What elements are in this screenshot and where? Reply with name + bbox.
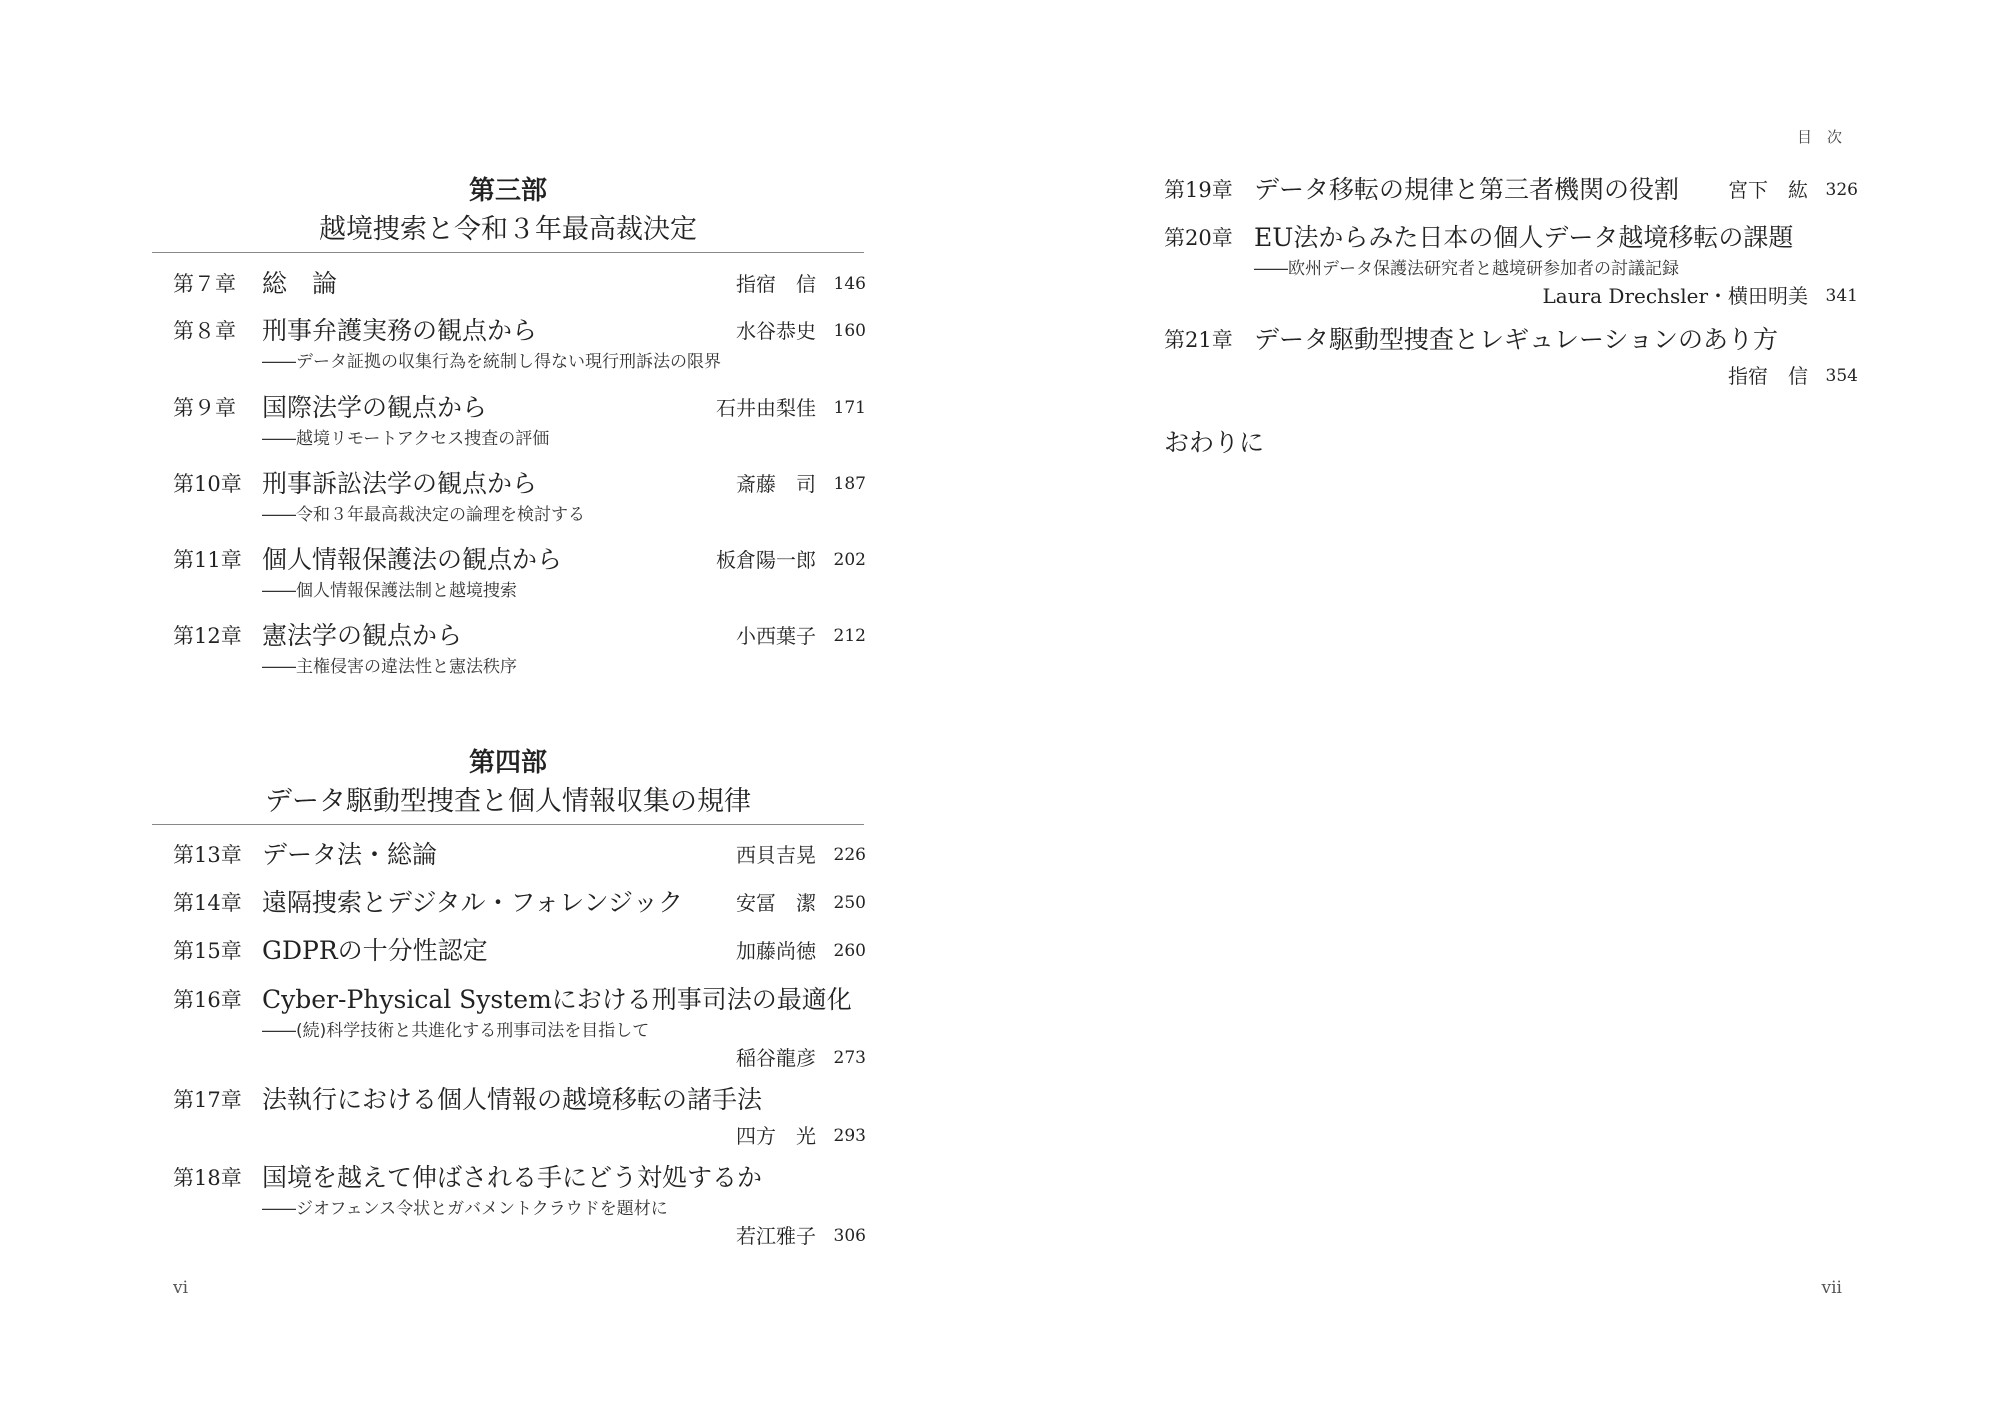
chapter-subtitle: ――主権侵害の違法性と憲法秩序: [262, 657, 517, 677]
chapter-number: 第19章: [1164, 178, 1233, 202]
chapter-author: 指宿 信: [736, 272, 816, 296]
chapter-page: 293: [833, 1126, 866, 1146]
chapter-title[interactable]: 個人情報保護法の観点から: [262, 545, 563, 574]
part-header-4: [152, 744, 864, 825]
chapter-title[interactable]: データ駆動型捜査とレギュレーションのあり方: [1254, 325, 1779, 354]
chapter-number: 第10章: [173, 472, 242, 496]
chapter-subtitle: ――個人情報保護法制と越境捜索: [262, 581, 517, 601]
chapter-number: 第16章: [173, 988, 242, 1012]
chapter-page: 250: [833, 893, 866, 913]
toc-entry-chapter-14[interactable]: [173, 883, 866, 923]
chapter-author: 宮下 紘: [1728, 178, 1808, 202]
toc-entry-chapter-20[interactable]: [1164, 218, 1858, 312]
chapter-title[interactable]: 憲法学の観点から: [262, 621, 463, 650]
chapter-page: 187: [833, 474, 866, 494]
right-page: [1000, 0, 2000, 1416]
chapter-page: 212: [833, 626, 866, 646]
chapter-page: 306: [833, 1226, 866, 1246]
chapter-subtitle: ――越境リモートアクセス捜査の評価: [262, 429, 550, 449]
toc-entry-chapter-15[interactable]: [173, 931, 866, 971]
chapter-subtitle: ――ジオフェンス令状とガバメントクラウドを題材に: [262, 1199, 668, 1219]
chapter-number: 第11章: [173, 548, 242, 572]
chapter-title[interactable]: データ移転の規律と第三者機関の役割: [1254, 175, 1680, 204]
toc-entry-chapter-16[interactable]: [173, 980, 866, 1074]
chapter-author: 小西葉子: [736, 624, 816, 648]
chapter-number: 第15章: [173, 939, 242, 963]
chapter-page: 260: [833, 941, 866, 961]
chapter-page: 202: [833, 550, 866, 570]
chapter-author: 水谷恭史: [736, 319, 816, 343]
chapter-number: 第14章: [173, 891, 242, 915]
toc-entry-chapter-21[interactable]: [1164, 320, 1858, 392]
chapter-title[interactable]: 刑事弁護実務の観点から: [262, 316, 538, 345]
chapter-page: 341: [1825, 286, 1858, 306]
chapter-title[interactable]: 刑事訴訟法学の観点から: [262, 469, 538, 498]
chapter-subtitle: ――(続)科学技術と共進化する刑事司法を目指して: [262, 1021, 650, 1041]
chapter-title[interactable]: 国境を越えて伸ばされる手にどう対処するか: [262, 1163, 763, 1192]
chapter-title[interactable]: 遠隔捜索とデジタル・フォレンジック: [262, 888, 684, 917]
chapter-page: 273: [833, 1048, 866, 1068]
toc-entry-chapter-19[interactable]: [1164, 170, 1858, 210]
toc-entry-chapter-17[interactable]: [173, 1080, 866, 1152]
chapter-subtitle: ――欧州データ保護法研究者と越境研参加者の討議記録: [1254, 259, 1679, 279]
chapter-number: 第18章: [173, 1166, 242, 1190]
chapter-title[interactable]: 法執行における個人情報の越境移転の諸手法: [262, 1085, 763, 1114]
toc-entry-chapter-8[interactable]: [173, 311, 866, 373]
page-number: vi: [173, 1278, 189, 1298]
toc-entry-chapter-9[interactable]: [173, 388, 866, 450]
chapter-number: 第７章: [173, 272, 236, 296]
chapter-author: 指宿 信: [1728, 364, 1808, 388]
chapter-title[interactable]: データ法・総論: [262, 840, 438, 869]
chapter-number: 第９章: [173, 396, 236, 420]
chapter-author: 西貝吉晃: [736, 843, 816, 867]
chapter-author: 稲谷龍彦: [736, 1046, 816, 1070]
chapter-page: 171: [833, 398, 866, 418]
part-subtitle: 越境捜索と令和３年最高裁決定: [152, 210, 864, 253]
toc-entry-chapter-18[interactable]: [173, 1158, 866, 1252]
part-title: 第三部: [468, 176, 547, 206]
page-number: vii: [1821, 1278, 1842, 1298]
chapter-author: 安冨 潔: [736, 891, 816, 915]
toc-entry-chapter-10[interactable]: [173, 464, 866, 526]
chapter-title[interactable]: 国際法学の観点から: [262, 393, 488, 422]
chapter-number: 第21章: [1164, 328, 1233, 352]
toc-entry-chapter-11[interactable]: [173, 540, 866, 602]
chapter-page: 326: [1825, 180, 1858, 200]
chapter-author: 板倉陽一郎: [716, 548, 816, 572]
toc-entry-chapter-13[interactable]: [173, 835, 866, 875]
toc-entry-chapter-7[interactable]: [173, 264, 866, 304]
chapter-page: 354: [1825, 366, 1858, 386]
part-title: 第四部: [468, 748, 547, 778]
chapter-number: 第12章: [173, 624, 242, 648]
chapter-page: 226: [833, 845, 866, 865]
chapter-title[interactable]: 総 論: [262, 269, 338, 298]
chapter-subtitle: ――令和３年最高裁決定の論理を検討する: [262, 505, 585, 525]
chapter-author: 加藤尚徳: [736, 939, 816, 963]
chapter-number: 第13章: [173, 843, 242, 867]
chapter-number: 第17章: [173, 1088, 242, 1112]
chapter-title[interactable]: Cyber-Physical Systemにおける刑事司法の最適化: [262, 985, 852, 1014]
chapter-author: 若江雅子: [736, 1224, 816, 1248]
chapter-title[interactable]: EU法からみた日本の個人データ越境移転の課題: [1254, 223, 1794, 252]
toc-entry-afterword[interactable]: おわりに: [1164, 428, 1265, 457]
chapter-author: Laura Drechsler・横田明美: [1542, 284, 1808, 308]
chapter-number: 第20章: [1164, 226, 1233, 250]
chapter-page: 160: [833, 321, 866, 341]
chapter-page: 146: [833, 274, 866, 294]
part-header-3: [152, 172, 864, 253]
chapter-author: 四方 光: [736, 1124, 816, 1148]
toc-entry-chapter-12[interactable]: [173, 616, 866, 678]
chapter-number: 第８章: [173, 319, 236, 343]
chapter-title[interactable]: GDPRの十分性認定: [262, 936, 488, 965]
chapter-author: 斎藤 司: [736, 472, 816, 496]
chapter-subtitle: ――データ証拠の収集行為を統制し得ない現行刑訴法の限界: [262, 352, 721, 372]
running-head: 目 次: [1796, 128, 1842, 146]
chapter-author: 石井由梨佳: [716, 396, 816, 420]
part-subtitle: データ駆動型捜査と個人情報収集の規律: [152, 782, 864, 825]
